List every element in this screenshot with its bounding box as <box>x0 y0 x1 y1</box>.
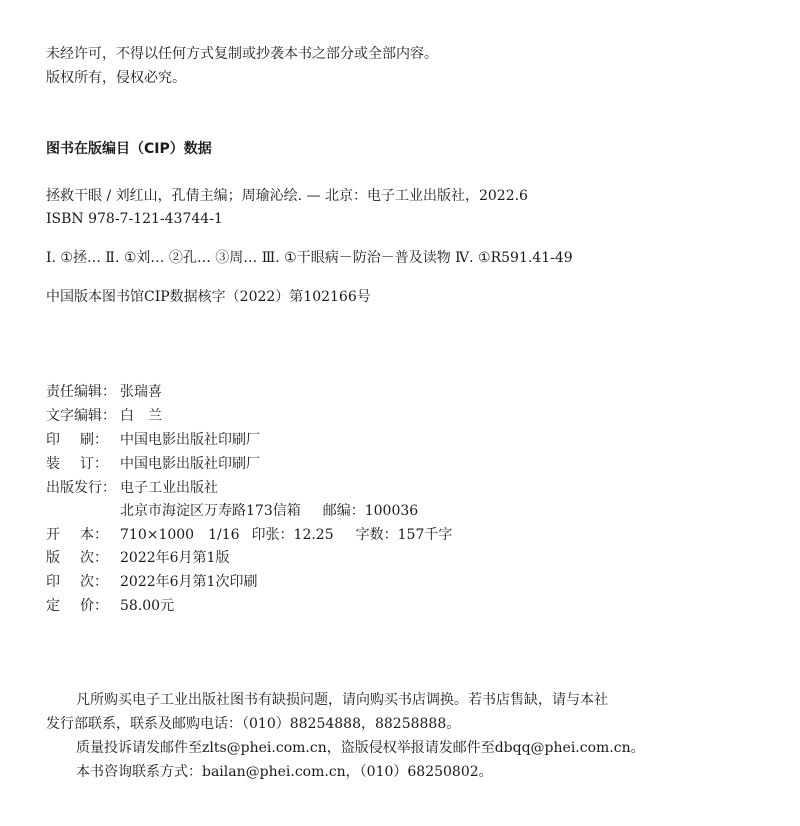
cip-isbn: ISBN 978-7-121-43744-1 <box>46 211 223 227</box>
credit-label: 印张： <box>251 527 294 543</box>
credit-label: 开 本： <box>46 527 108 543</box>
credit-value: 张瑞喜 <box>120 384 162 400</box>
credit-value: 电子工业出版社 <box>120 480 218 496</box>
credit-label: 责任编辑： <box>46 384 116 400</box>
notice-defect: 凡所购买电子工业出版社图书有缺损问题，请向购买书店调换。若书店售缺，请与本社 <box>76 692 608 708</box>
credit-publisher <box>46 478 218 498</box>
credit-label: 出版发行： <box>46 480 116 496</box>
credit-label: 文字编辑： <box>46 408 116 424</box>
copyright-restriction: 未经许可，不得以任何方式复制或抄袭本书之部分或全部内容。 <box>46 46 438 62</box>
credit-value: 12.25 <box>293 527 334 543</box>
credit-label: 字数： <box>355 527 398 543</box>
credit-impression <box>46 572 257 592</box>
cip-record-number: 中国版本图书馆CIP数据核字（2022）第102166号 <box>46 289 371 305</box>
notice-contact-phone: 发行部联系，联系及邮购电话：（010）88254888，88258888。 <box>46 716 461 732</box>
credit-value: 中国电影出版社印刷厂 <box>120 432 260 448</box>
credit-text-editor <box>46 406 162 426</box>
credit-responsible-editor <box>46 382 162 402</box>
credit-printer <box>46 430 260 450</box>
cip-citation: 拯救干眼 / 刘红山，孔倩主编；周瑜沁绘. — 北京：电子工业出版社，2022.6 <box>46 188 528 204</box>
credit-label: 装 订： <box>46 456 108 472</box>
credit-price <box>46 596 174 616</box>
credit-address <box>46 501 418 521</box>
credit-value: 中国电影出版社印刷厂 <box>120 456 260 472</box>
credit-format <box>46 525 452 545</box>
credit-value: 157千字 <box>397 527 453 543</box>
credit-label: 印 刷： <box>46 432 108 448</box>
notice-complaint-email: 质量投诉请发邮件至zlts@phei.com.cn，盗版侵权举报请发邮件至dbqq@phei.com.cn。 <box>76 740 645 756</box>
rights-reserved: 版权所有，侵权必究。 <box>46 70 186 86</box>
credit-value: 白 兰 <box>120 408 162 424</box>
credit-value: 100036 <box>364 503 419 519</box>
credit-value: 北京市海淀区万寿路173信箱 <box>120 503 301 519</box>
credit-label: 版 次： <box>46 550 108 566</box>
cip-subjects: Ⅰ. ①拯… Ⅱ. ①刘… ②孔… ③周… Ⅲ. ①干眼病－防治－普及读物 Ⅳ. ①R591.41-49 <box>46 250 573 266</box>
credit-value: 2022年6月第1次印刷 <box>120 574 258 590</box>
credit-label: 定 价： <box>46 598 108 614</box>
credit-value: 710×1000 1/16 <box>120 527 240 543</box>
credit-binder <box>46 454 260 474</box>
credit-value: 2022年6月第1版 <box>120 550 230 566</box>
cip-heading: 图书在版编目（CIP）数据 <box>46 141 212 157</box>
credit-label: 邮编： <box>322 503 365 519</box>
notice-inquiry: 本书咨询联系方式：bailan@phei.com.cn，（010）68250802。 <box>76 764 493 780</box>
credit-label: 印 次： <box>46 574 108 590</box>
credit-edition <box>46 548 229 568</box>
credit-value: 58.00元 <box>120 598 175 614</box>
